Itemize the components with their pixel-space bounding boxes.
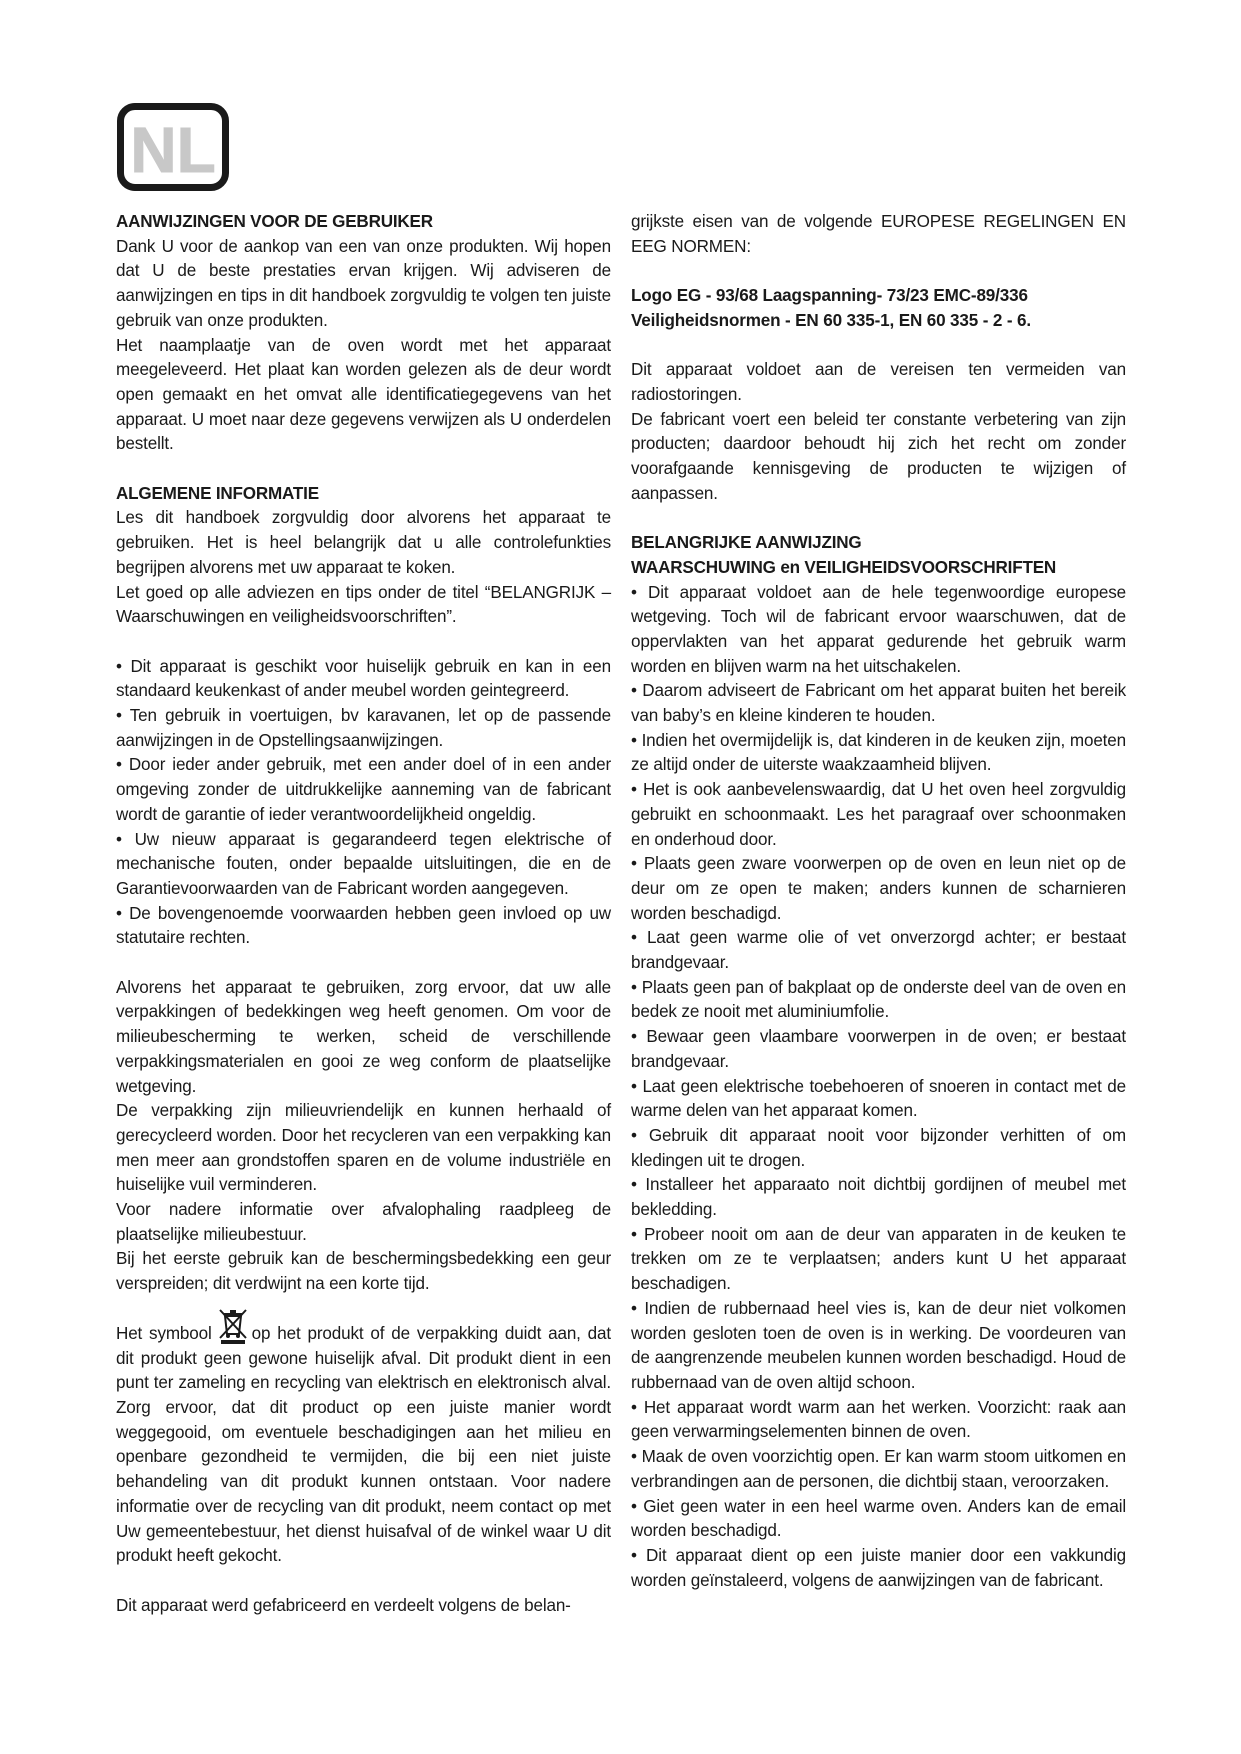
bullet-item: • Laat geen warme olie of vet onverzorgd achter; er bestaat brandgevaar. (631, 928, 1126, 973)
weee-text-rest: op het produkt of de verpakking duidt aan, dat dit produkt geen gewone huiselijk afval. Dit produkt dient in een punt ter zameling en recycling van elektrisch en elektronisch alval. Zorg ervoor, dat dit product op een juiste manier wordt weggegooid, om eventuele beschadigingen aan het milieu en openbare gezondheid te vermijden, die bij een niet juiste behandeling van dit produkt kunnen ontstaan. Voor nadere informatie over de recycling van dit produkt, neem contact op met Uw gemeentebestuur, het dienst huisafval of de winkel waar U dit produkt heeft gekocht. (116, 1323, 611, 1566)
paragraph: grijkste eisen van de volgende EUROPESE REGELINGEN EN EEG NORMEN: (631, 212, 1126, 256)
paragraph: Alvorens het apparaat te gebruiken, zorg ervoor, dat uw alle verpakkingen of bedekkingen weg heeft genomen. Om voor de milieubescherming te werken, scheid de verschillende verpakkingsmaterialen en gooi ze weg conform de plaatselijke wetgeving. (116, 977, 611, 1096)
bullet-item: • Het apparaat wordt warm aan het werken. Voorzicht: raak aan geen verwarmingselementen binnen de oven. (631, 1397, 1126, 1442)
paragraph: Let goed op alle adviezen en tips onder de titel “BELANGRIJK – Waarschuwingen en veiligheidsvoorschriften”. (116, 582, 611, 627)
bullet-item: • Giet geen water in een heel warme oven. Anders kan de email worden beschadigd. (631, 1496, 1126, 1541)
bullet-item: • Door ieder ander gebruik, met een ander doel of in een ander omgeving zonder de uitdrukkelijke aanneming van de fabricant wordt de garantie of ieder verantwoordelijkheid ongeldig. (116, 755, 611, 824)
paragraph: De fabricant voert een beleid ter constante verbetering van zijn producten; daardoor behoudt hij zich het recht om zonder voorafgaande kennisgeving de producten te wijzigen of aanpassen. (631, 409, 1126, 503)
heading-user-instructions: AANWIJZINGEN VOOR DE GEBRUIKER (116, 212, 433, 231)
bullet-item: • Laat geen elektrische toebehoeren of snoeren in contact met de warme delen van het apparaat komen. (631, 1076, 1126, 1121)
bullet-item: • Installeer het apparaato noit dichtbij gordijnen of meubel met bekledding. (631, 1175, 1126, 1220)
crossed-bin-icon (216, 1307, 250, 1345)
bullet-item: • Probeer nooit om aan de deur van apparaten in de keuken te trekken om ze te verplaatsen; anders kunt U het apparaat beschadigen. (631, 1224, 1126, 1294)
bullet-item: • Bewaar geen vlaambare voorwerpen in de oven; er bestaat brandgevaar. (631, 1027, 1126, 1071)
bullet-item: • Indien de rubbernaad heel vies is, kan de deur niet volkomen worden gesloten toen de oven is in werking. De voordeuren van de aangrenzende meubelen kunnen worden beschadigd. Houd de rubbernaad van de oven altijd schoon. (631, 1298, 1126, 1392)
left-column (116, 210, 611, 1618)
bullet-item: • Gebruik dit apparaat nooit voor bijzonder verhitten of om kledingen uit te drogen. (631, 1125, 1126, 1170)
bullet-item: • De bovengenoemde voorwaarden hebben geen invloed op uw statutaire rechten. (116, 903, 611, 948)
norm-line: Veiligheidsnormen - EN 60 335-1, EN 60 335 - 2 - 6. (631, 310, 1031, 330)
paragraph: Dank U voor de aankop van een van onze produkten. Wij hopen dat U de beste prestaties ervan krijgen. Wij adviseren de aanwijzingen en tips in dit handboek zorgvuldig te volgen ten juiste gebruik van onze produkten. (116, 236, 611, 330)
bullet-item: • Dit apparaat is geschikt voor huiselijk gebruik en kan in een standaard keukenkast of ander meubel worden geintegreerd. (116, 656, 611, 701)
heading-important: BELANGRIJKE AANWIJZING (631, 533, 862, 553)
bullet-item: • Indien het overmijdelijk is, dat kinderen in de keuken zijn, moeten ze altijd onder de uiterste waakzaamheid blijven. (631, 730, 1126, 775)
right-column (631, 210, 1126, 1593)
language-badge (117, 103, 229, 191)
bullet-item: • Het is ook aanbevelenswaardig, dat U het oven heel zorgvuldig gebruikt en schoonmaakt. Les het paragraaf over schoonmaken en onderhoud door. (631, 780, 1126, 849)
heading-safety: WAARSCHUWING en VEILIGHEIDSVOORSCHRIFTEN (631, 557, 1057, 577)
paragraph: Les dit handboek zorgvuldig door alvorens het apparaat te gebruiken. Het is heel belangrijk dat u alle controlefunkties begrijpen alvorens met uw apparaat te koken. (116, 508, 611, 577)
bullet-item: • Maak de oven voorzichtig open. Er kan warm stoom uitkomen en verbrandingen aan de personen, die dichtbij staan, veroorzaken. (631, 1447, 1126, 1491)
paragraph: Dit apparaat voldoet aan de vereisen ten vermeiden van radiostoringen. (631, 360, 1126, 404)
heading-general-info: ALGEMENE INFORMATIE (116, 483, 319, 503)
weee-text-start: Het symbool (116, 1323, 212, 1343)
bullet-item: • Plaats geen pan of bakplaat op de onderste deel van de oven en bedek ze nooit met aluminiumfolie. (631, 977, 1126, 1022)
bullet-item: • Dit apparaat dient op een juiste manier door een vakkundig worden geïnstaleerd, volgens de aanwijzingen van de fabricant. (631, 1545, 1126, 1590)
bullet-item: • Daarom adviseert de Fabricant om het apparat buiten het bereik van baby’s en kleine kinderen te houden. (631, 681, 1126, 726)
paragraph: De verpakking zijn milieuvriendelijk en kunnen herhaald of gerecycleerd worden. Door het recycleren van een verpakking kan men meer aan grondstoffen sparen en de volume industriële en huiselijke vuil verminderen. (116, 1101, 611, 1195)
language-badge-label (124, 110, 222, 184)
bullet-item: • Ten gebruik in voertuigen, bv karavanen, let op de passende aanwijzingen in de Opstellingsaanwijzingen. (116, 706, 611, 750)
paragraph: Dit apparaat werd gefabriceerd en verdeelt volgens de belan- (116, 1595, 571, 1615)
svg-text:NL: NL (130, 114, 216, 184)
bullet-item: • Plaats geen zware voorwerpen op de oven en leun niet op de deur om ze open te maken; anders kunnen de scharnieren worden beschadigd. (631, 854, 1126, 923)
bullet-item: • Dit apparaat voldoet aan de hele tegenwoordige europese wetgeving. Toch wil de fabricant ervoor waarschuwen, dat de oppervlakten van het apparat gedurende het gebruik warm worden en blijven warm na het uitschakelen. (631, 582, 1126, 676)
weee-paragraph (116, 1307, 611, 1569)
paragraph: Voor nadere informatie over afvalophaling raadpleeg de plaatselijke milieubestuur. (116, 1200, 611, 1244)
bullet-item: • Uw nieuw apparaat is gegarandeerd tegen elektrische of mechanische fouten, onder bepaalde uitsluitingen, die en de Garantievoorwaarden van de Fabricant worden aangegeven. (116, 829, 611, 898)
norm-line: Logo EG - 93/68 Laagspanning- 73/23 EMC-89/336 (631, 286, 1028, 306)
paragraph: Bij het eerste gebruik kan de beschermingsbedekking een geur verspreiden; dit verdwijnt na een korte tijd. (116, 1249, 611, 1294)
paragraph: Het naamplaatje van de oven wordt met het apparaat meegeleveerd. Het plaat kan worden gelezen als de deur wordt open gemaakt en het omvat alle identificatiegegevens van het apparaat. U moet naar deze gegevens verwijzen als U onderdelen bestellt. (116, 335, 611, 454)
